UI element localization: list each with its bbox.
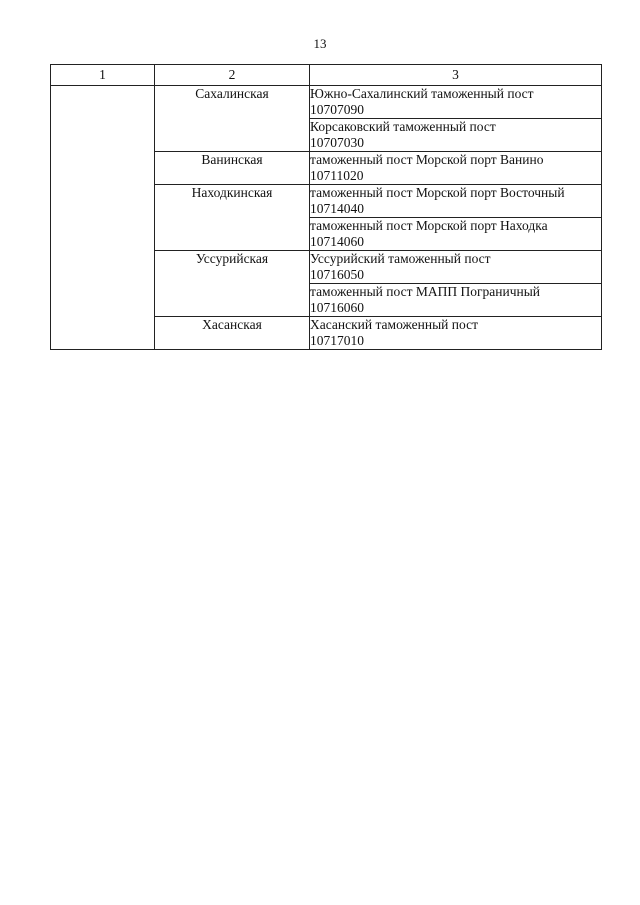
customs-post-name: Южно-Сахалинский таможенный пост [310, 86, 534, 101]
customs-post-cell [310, 218, 602, 251]
customs-post-code: 10716050 [310, 267, 364, 282]
header-col-1: 1 [51, 65, 155, 86]
page-number: 13 [313, 36, 327, 51]
customs-post-name: таможенный пост Морской порт Восточный [310, 185, 565, 200]
table-body [51, 65, 602, 350]
customs-post-name: Хасанский таможенный пост [310, 317, 478, 332]
customs-post-cell [310, 119, 602, 152]
customs-region-cell: Хасанская [155, 317, 310, 350]
customs-post-cell [310, 86, 602, 119]
customs-region-cell: Сахалинская [155, 86, 310, 152]
customs-post-code: 10707030 [310, 135, 364, 150]
customs-post-cell [310, 284, 602, 317]
customs-post-cell [310, 185, 602, 218]
col1-cell [51, 86, 155, 350]
customs-post-code: 10716060 [310, 300, 364, 315]
customs-post-name: таможенный пост МАПП Пограничный [310, 284, 541, 299]
customs-region-cell: Находкинская [155, 185, 310, 251]
customs-post-code: 10714060 [310, 234, 364, 249]
customs-post-name: Уссурийский таможенный пост [310, 251, 491, 266]
header-col-3: 3 [310, 65, 602, 86]
table-row [51, 86, 602, 119]
customs-post-name: таможенный пост Морской порт Ванино [310, 152, 544, 167]
customs-post-name: Корсаковский таможенный пост [310, 119, 496, 134]
customs-post-name: таможенный пост Морской порт Находка [310, 218, 548, 233]
customs-post-cell [310, 317, 602, 350]
customs-post-cell [310, 152, 602, 185]
customs-region-cell: Ванинская [155, 152, 310, 185]
customs-post-code: 10714040 [310, 201, 364, 216]
customs-post-code: 10711020 [310, 168, 364, 183]
customs-region-cell: Уссурийская [155, 251, 310, 317]
customs-post-code: 10717010 [310, 333, 364, 348]
customs-post-cell [310, 251, 602, 284]
customs-post-code: 10707090 [310, 102, 364, 117]
header-col-2: 2 [155, 65, 310, 86]
table-header-row [51, 65, 602, 86]
customs-posts-table [50, 64, 602, 350]
